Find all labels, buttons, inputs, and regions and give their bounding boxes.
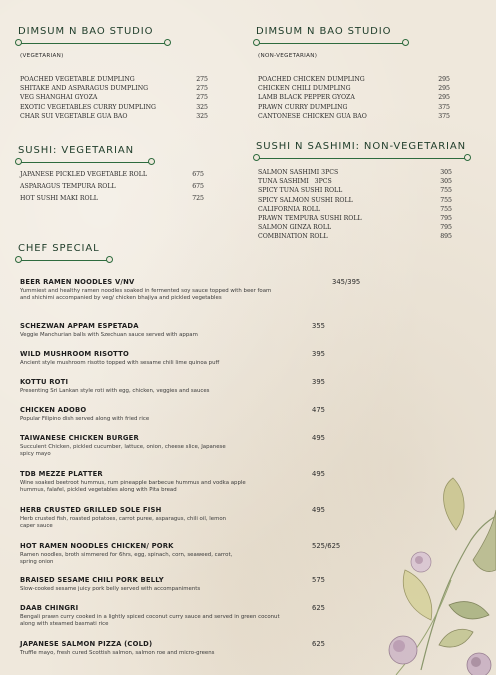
item-price: 295	[438, 76, 450, 83]
item-price: 475	[312, 406, 325, 414]
list-item	[258, 186, 452, 195]
item-price: 395	[312, 378, 325, 386]
item-name: KOTTU ROTI	[20, 378, 69, 386]
list-item	[20, 350, 360, 367]
item-price: 675	[192, 171, 204, 178]
item-name: PRAWN CURRY DUMPLING	[258, 103, 348, 111]
veg-dimsum-list	[20, 75, 208, 121]
heading-divider	[18, 255, 110, 261]
list-item	[20, 640, 360, 657]
sushi-veg-list	[20, 169, 204, 205]
item-price: 625	[312, 604, 325, 612]
sushi-nonveg-heading	[256, 141, 468, 159]
item-name: CALIFORNIA ROLL	[258, 205, 321, 213]
list-item	[258, 214, 452, 223]
item-price: 495	[312, 434, 325, 442]
item-name: SPICY SALMON SUSHI ROLL	[258, 196, 353, 204]
item-price: 375	[438, 112, 450, 120]
veg-dimsum-heading	[18, 26, 168, 44]
item-price: 275	[196, 76, 208, 83]
list-item	[258, 196, 452, 205]
item-name: CHICKEN CHILI DUMPLING	[258, 85, 351, 93]
item-description: Presenting Sri Lankan style roti with egg, chicken, veggies and sauces	[20, 387, 210, 394]
list-item	[20, 406, 360, 423]
list-item	[258, 75, 450, 84]
item-name: SHITAKE AND ASPARAGUS DUMPLING	[20, 85, 149, 93]
heading-divider	[256, 38, 406, 44]
nonveg-dimsum-title: DIMSUM N BAO STUDIO	[256, 26, 392, 37]
item-name: COMBINATION ROLL	[258, 233, 328, 241]
item-price: 275	[196, 85, 208, 93]
list-item	[20, 193, 204, 205]
chef-special-list	[20, 278, 360, 668]
item-name: SALMON SASHIMI 3PCS	[258, 169, 339, 176]
item-price: 755	[440, 196, 452, 204]
item-price: 795	[440, 224, 452, 232]
item-description: Slow-cooked sesame juicy pork belly served with accompaniments	[20, 585, 201, 592]
item-description: Herb crusted fish, roasted potatoes, carrot puree, asparagus, chili oil, lemon caper sauce	[20, 515, 227, 529]
item-description: Yummiest and healthy ramen noodles soaked in fermented soy sauce topped with beer foam and shichimi accompanied by veg/ chicken bhajiya and pickled vegetables	[20, 287, 272, 301]
item-name: JAPANESE SALMON PIZZA (COLD)	[20, 640, 153, 648]
list-item	[258, 232, 452, 241]
item-price: 495	[312, 506, 325, 514]
nonveg-dimsum-heading	[256, 26, 406, 44]
item-name: SPICY TUNA SUSHI ROLL	[258, 187, 343, 195]
nonveg-dimsum-list	[258, 75, 450, 121]
sushi-veg-heading	[18, 145, 152, 163]
item-price: 895	[440, 233, 452, 241]
list-item	[20, 378, 360, 395]
item-price: 625	[312, 640, 325, 648]
item-price: 355	[312, 322, 325, 330]
list-item	[20, 75, 208, 84]
item-price: 495	[312, 470, 325, 478]
list-item	[20, 93, 208, 102]
list-item	[20, 542, 360, 566]
list-item	[20, 181, 204, 193]
list-item	[258, 84, 450, 93]
list-item	[20, 322, 360, 339]
item-name: BEER RAMEN NOODLES V/NV	[20, 278, 135, 286]
item-price: 795	[440, 215, 452, 223]
item-name: TDB MEZZE PLATTER	[20, 470, 103, 478]
list-item	[20, 506, 360, 530]
list-item	[20, 84, 208, 93]
item-name: CHICKEN ADOBO	[20, 406, 87, 414]
list-item	[20, 470, 360, 494]
list-item	[258, 177, 452, 186]
list-item	[20, 103, 208, 112]
item-price: 295	[438, 85, 450, 93]
item-price: 305	[440, 178, 452, 186]
item-description: Veggie Manchurian balls with Szechuan sauce served with appam	[20, 331, 198, 338]
item-name: HERB CRUSTED GRILLED SOLE FISH	[20, 506, 162, 514]
list-item	[20, 169, 204, 181]
item-name: VEG SHANGHAI GYOZA	[20, 94, 98, 102]
item-price: 375	[438, 103, 450, 111]
item-price: 675	[192, 183, 204, 190]
item-description: Succulent Chicken, pickled cucumber, lattuce, onion, cheese slice, Japanese spicy mayo	[20, 443, 226, 457]
item-name: POACHED CHICKEN DUMPLING	[258, 76, 365, 83]
item-name: PRAWN TEMPURA SUSHI ROLL	[258, 215, 362, 223]
veg-dimsum-subtitle: (VEGETARIAN)	[20, 53, 64, 59]
chef-special-title: CHEF SPECIAL	[18, 243, 100, 254]
sushi-veg-title: SUSHI: VEGETARIAN	[18, 145, 134, 156]
list-item	[258, 103, 450, 112]
veg-dimsum-title: DIMSUM N BAO STUDIO	[18, 26, 154, 37]
list-item	[20, 576, 360, 593]
item-price: 525/625	[312, 542, 341, 550]
item-price: 305	[440, 169, 452, 176]
item-name: POACHED VEGETABLE DUMPLING	[20, 76, 135, 83]
item-name: TAIWANESE CHICKEN BURGER	[20, 434, 139, 442]
item-name: HOT SUSHI MAKI ROLL	[20, 195, 98, 202]
item-name: SALMON GINZA ROLL	[258, 224, 332, 232]
list-item	[258, 168, 452, 177]
item-description: Popular Filipino dish served along with fried rice	[20, 415, 150, 422]
item-price: 295	[438, 94, 450, 102]
heading-divider	[18, 157, 152, 163]
item-price: 275	[196, 94, 208, 102]
heading-divider	[18, 38, 168, 44]
item-name: JAPANESE PICKLED VEGETABLE ROLL	[20, 171, 147, 178]
item-name: CHAR SUI VEGETABLE GUA BAO	[20, 112, 128, 120]
list-item	[258, 93, 450, 102]
item-description: Wine soaked beetroot hummus, rum pineapple barbecue hummus and vodka apple hummus, falafel, pickled vegetables along with Pita bread	[20, 479, 246, 493]
sushi-nonveg-list	[258, 168, 452, 242]
item-name: TUNA SASHIMI 3PCS	[258, 178, 332, 186]
item-name: CANTONESE CHICKEN GUA BAO	[258, 112, 367, 120]
item-name: LAMB BLACK PEPPER GYOZA	[258, 94, 355, 102]
list-item	[20, 112, 208, 121]
item-name: ASPARAGUS TEMPURA ROLL	[20, 183, 116, 190]
item-name: EXOTIC VEGETABLES CURRY DUMPLING	[20, 103, 156, 111]
item-description: Ancient style mushroom risotto topped with sesame chili lime quinoa puff	[20, 359, 220, 366]
item-price: 755	[440, 205, 452, 213]
item-description: Ramen noodles, broth simmered for 6hrs, egg, spinach, corn, seaweed, carrot, spring onion	[20, 551, 233, 565]
item-price: 395	[312, 350, 325, 358]
sushi-nonveg-title: SUSHI N SASHIMI: NON-VEGETARIAN	[256, 141, 467, 152]
item-price: 325	[196, 103, 208, 111]
item-description: Bengali prawn curry cooked in a lightly spiced coconut curry sauce and served in green coconut along with steamed basmati rice	[20, 613, 280, 627]
item-price: 325	[196, 112, 208, 120]
item-name: DAAB CHINGRI	[20, 604, 79, 612]
item-name: HOT RAMEN NOODLES CHICKEN/ PORK	[20, 542, 174, 550]
item-price: 755	[440, 187, 452, 195]
item-price: 575	[312, 576, 325, 584]
item-name: WILD MUSHROOM RISOTTO	[20, 350, 129, 358]
list-item	[258, 223, 452, 232]
heading-divider	[256, 153, 468, 159]
item-name: SCHEZWAN APPAM ESPETADA	[20, 322, 139, 330]
item-name: BRAISED SESAME CHILI PORK BELLY	[20, 576, 164, 584]
item-description: Truffle mayo, fresh cured Scottish salmon, salmon roe and micro-greens	[20, 649, 215, 656]
item-price: 725	[192, 195, 204, 202]
list-item	[20, 278, 360, 302]
nonveg-dimsum-subtitle: (NON-VEGETARIAN)	[258, 53, 318, 59]
list-item	[20, 604, 360, 628]
list-item	[258, 112, 450, 121]
chef-special-heading	[18, 243, 110, 261]
item-price: 345/395	[332, 278, 361, 286]
floral-illustration	[361, 470, 496, 675]
list-item	[20, 434, 360, 458]
list-item	[258, 205, 452, 214]
